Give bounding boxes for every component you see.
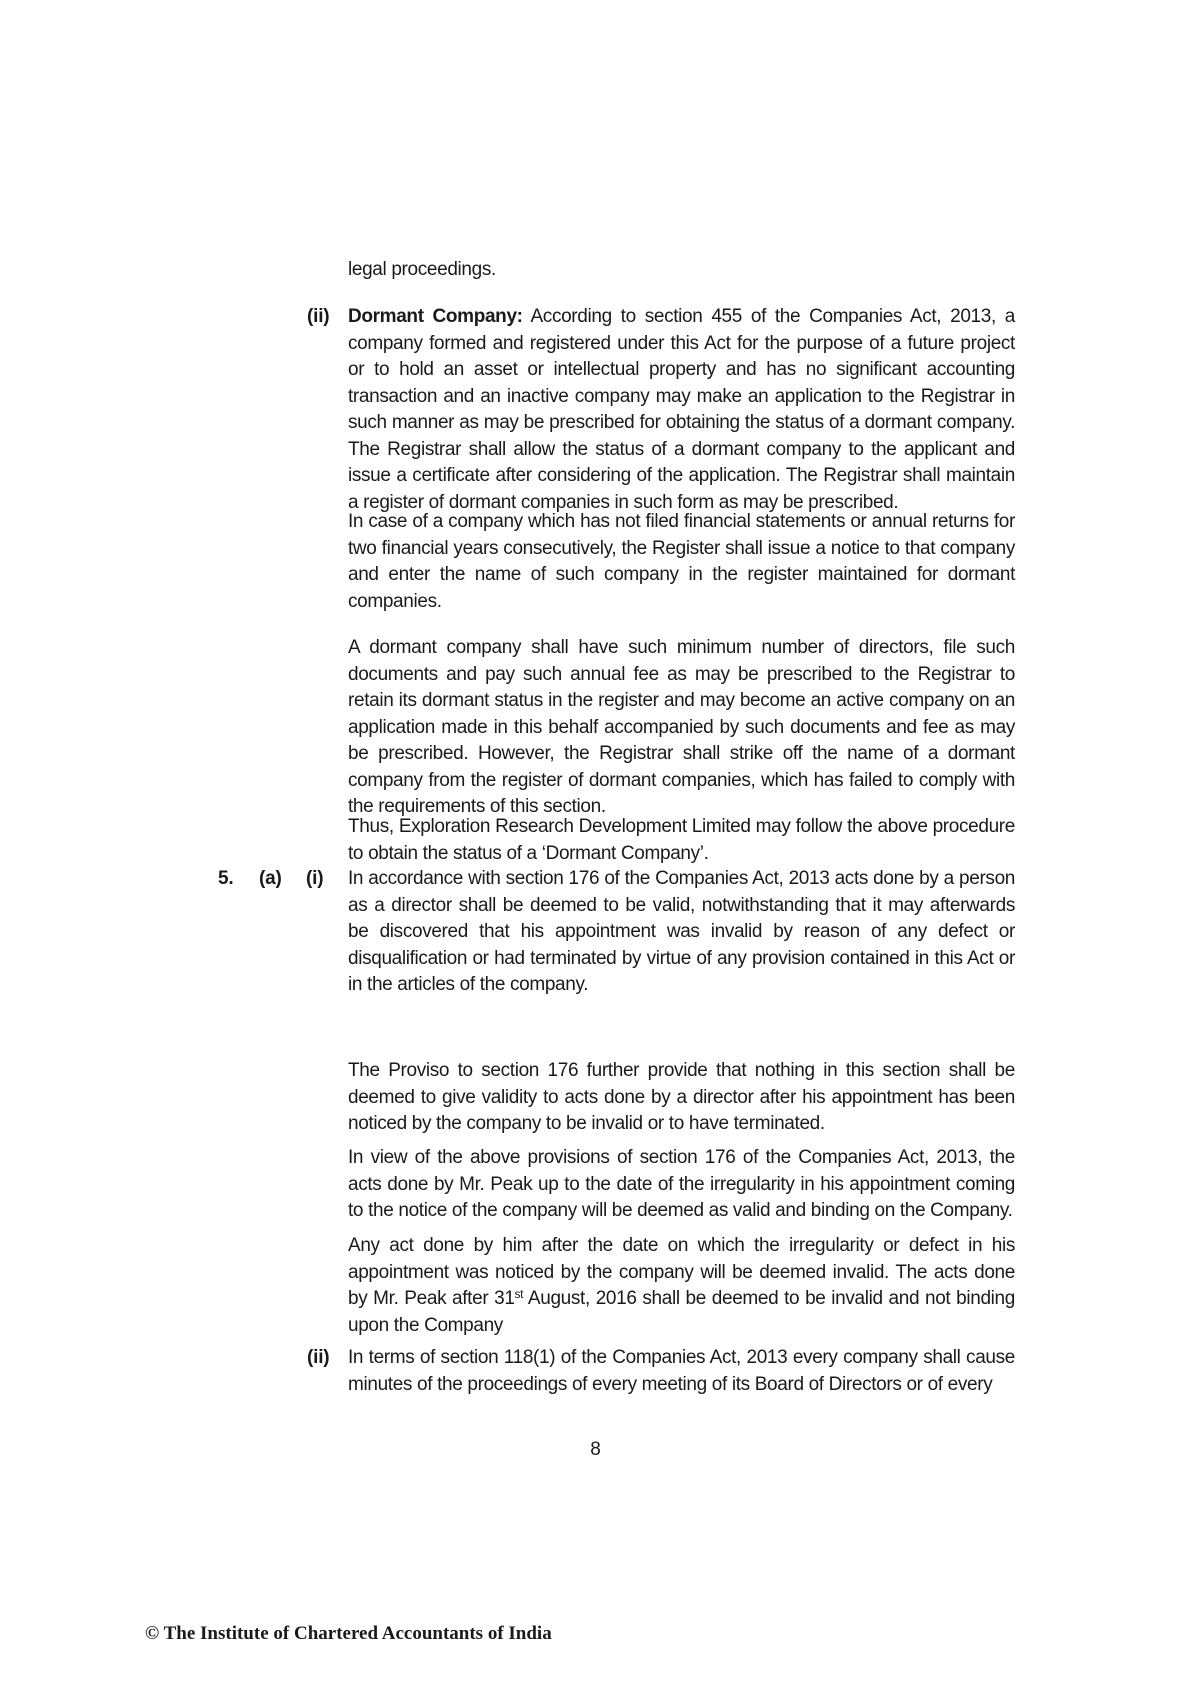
continued-text: legal proceedings. [348, 259, 496, 280]
dormant-paragraph-4: Thus, Exploration Research Development Limited may follow the above procedure to obtain the status of a ‘Dormant Company’. [348, 816, 1015, 864]
section-176-paragraph-2: The Proviso to section 176 further provide that nothing in this section shall be deemed to give validity to acts done by a director after his appointment has been noticed by the company to be invalid or to have terminated. [348, 1060, 1015, 1134]
dormant-paragraph-3: A dormant company shall have such minimum number of directors, file such documents and pay such annual fee as may be prescribed to the Registrar to retain its dormant status in the register and may become an active company on an application made in this behalf accompanied by such documents and fee as may be prescribed. However, the Registrar shall strike off the name of a dormant company from the register of dormant companies, which has failed to comply with the requirements of this section. [348, 637, 1015, 817]
section-176-paragraph-4 [348, 1233, 1015, 1339]
footer-copyright: © The Institute of Chartered Accountants of India [145, 1623, 552, 1644]
dormant-company-text: According to section 455 of the Companies Act, 2013, a company formed and registered under this Act for the purpose of a future project or to hold an asset or intellectual property and has no significant accounting transaction and an inactive company may make an application to the Registrar in such manner as may be prescribed for obtaining the status of a dormant company. The Registrar shall allow the status of a dormant company to the applicant and issue a certificate after considering of the application. The Registrar shall maintain a register of dormant companies in such form as may be prescribed. [348, 306, 1015, 513]
section-176-paragraph-3: In view of the above provisions of section 176 of the Companies Act, 2013, the acts done by Mr. Peak up to the date of the irregularity in his appointment coming to the notice of the company will be deemed as valid and binding on the Company. [348, 1147, 1015, 1221]
paragraph-4-text-b: August, 2016 shall be deemed to be invalid and not binding upon the Company [348, 1288, 1015, 1336]
section-176-paragraph-1: In accordance with section 176 of the Companies Act, 2013 acts done by a person as a director shall be deemed to be valid, notwithstanding that it may afterwards be discovered that his appointment was invalid by reason of any defect or disqualification or had terminated by virtue of any provision contained in this Act or in the articles of the company. [348, 868, 1015, 995]
question-part: (a) [259, 868, 282, 889]
page-number: 8 [590, 1439, 601, 1460]
ordinal-suffix: st [514, 1287, 524, 1301]
paragraph-4-text-a: Any act done by him after the date on which the irregularity or defect in his appointment was noticed by the company will be deemed invalid. The acts done by Mr. Peak after 31 [348, 1235, 1015, 1309]
section-118-paragraph: In terms of section 118(1) of the Companies Act, 2013 every company shall cause minutes of the proceedings of every meeting of its Board of Directors or of every [348, 1347, 1015, 1395]
sub-item-ii-label: (ii) [307, 1347, 330, 1368]
sub-item-i-label: (i) [306, 868, 324, 889]
dormant-paragraph-2: In case of a company which has not filed financial statements or annual returns for two financial years consecutively, the Register shall issue a notice to that company and enter the name of such company in the register maintained for dormant companies. [348, 511, 1015, 612]
question-number: 5. [218, 868, 234, 889]
dormant-company-paragraph [348, 304, 1015, 516]
item-ii-label: (ii) [307, 306, 330, 327]
dormant-company-term: Dormant Company: [348, 306, 523, 327]
